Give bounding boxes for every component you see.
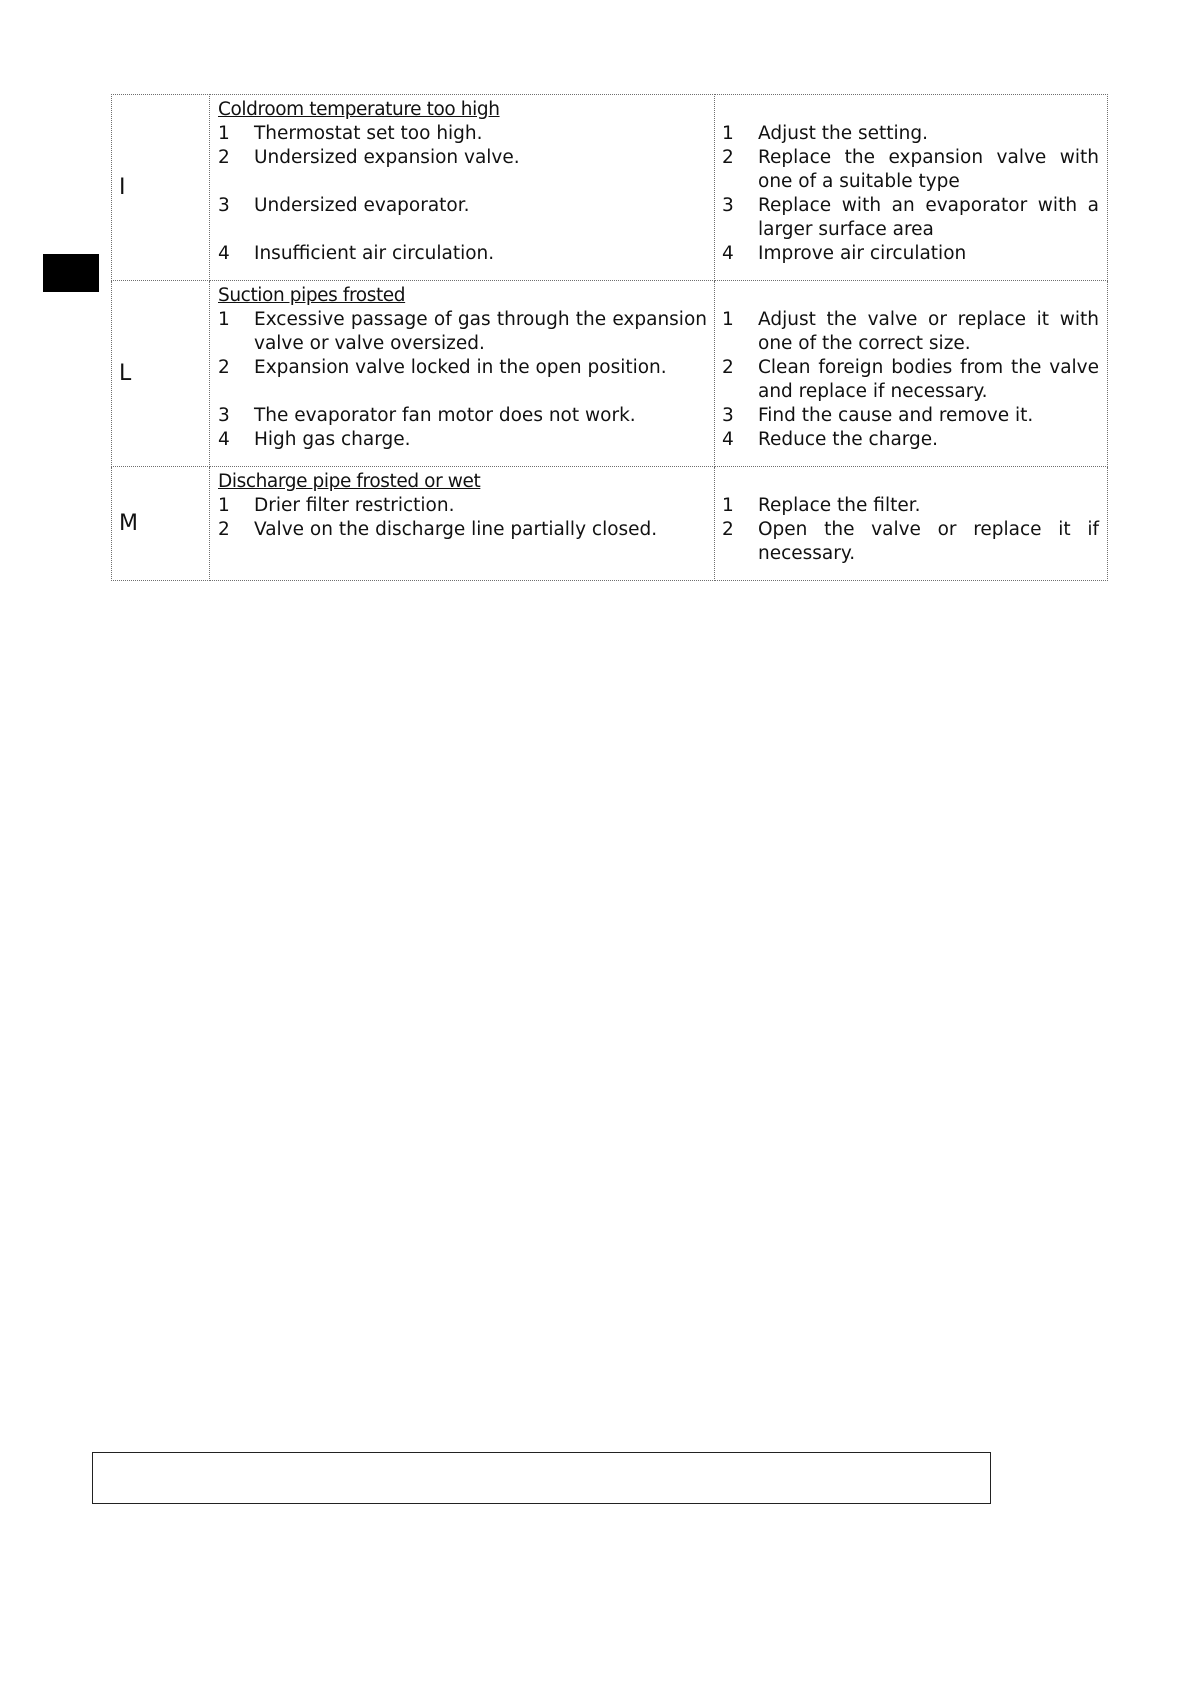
remedies-cell (715, 95, 1108, 281)
cause-item: 4 High gas charge. (218, 429, 411, 450)
fault-heading: Coldroom temperature too high (218, 99, 500, 120)
cause-item: 3 The evaporator fan motor does not work. (218, 405, 636, 426)
cause-item: 1 Thermostat set too high. (218, 123, 483, 144)
remedy-item: 2 Replace the expansion valve with one of a suitable type (722, 147, 1099, 192)
cause-item: 1 Excessive passage of gas through the expansion valve or valve oversized. (218, 309, 707, 354)
remedy-item: 1 Adjust the valve or replace it with one of the correct size. (722, 309, 1099, 354)
table-row (112, 467, 1108, 581)
cause-item: 4 Insufficient air circulation. (218, 243, 495, 264)
remedy-item: 4 Improve air circulation (722, 243, 967, 264)
cause-item: 1 Drier filter restriction. (218, 495, 455, 516)
causes-cell (210, 467, 715, 581)
causes-cell (210, 281, 715, 467)
footer-box (92, 1452, 991, 1504)
fault-heading: Discharge pipe frosted or wet (218, 471, 481, 492)
cause-item: 3 Undersized evaporator. (218, 195, 470, 216)
cause-item: 2 Undersized expansion valve. (218, 147, 520, 168)
section-tab-marker (43, 254, 99, 292)
remedy-item: 4 Reduce the charge. (722, 429, 939, 450)
cause-item: 2 Valve on the discharge line partially closed. (218, 519, 658, 540)
troubleshooting-table (111, 94, 1108, 581)
remedies-cell (715, 467, 1108, 581)
remedy-item: 3 Replace with an evaporator with a larger surface area (722, 195, 1099, 240)
causes-cell (210, 95, 715, 281)
section-letter: M (112, 467, 210, 581)
table-row (112, 95, 1108, 281)
section-letter: I (112, 95, 210, 281)
cause-item: 2 Expansion valve locked in the open position. (218, 357, 667, 378)
remedy-item: 2 Clean foreign bodies from the valve and replace if necessary. (722, 357, 1099, 402)
remedy-item: 1 Adjust the setting. (722, 123, 928, 144)
table-row (112, 281, 1108, 467)
remedies-cell (715, 281, 1108, 467)
fault-heading: Suction pipes frosted (218, 285, 406, 306)
remedy-item: 1 Replace the filter. (722, 495, 921, 516)
section-letter: L (112, 281, 210, 467)
remedy-item: 2 Open the valve or replace it if necessary. (722, 519, 1099, 564)
remedy-item: 3 Find the cause and remove it. (722, 405, 1034, 426)
